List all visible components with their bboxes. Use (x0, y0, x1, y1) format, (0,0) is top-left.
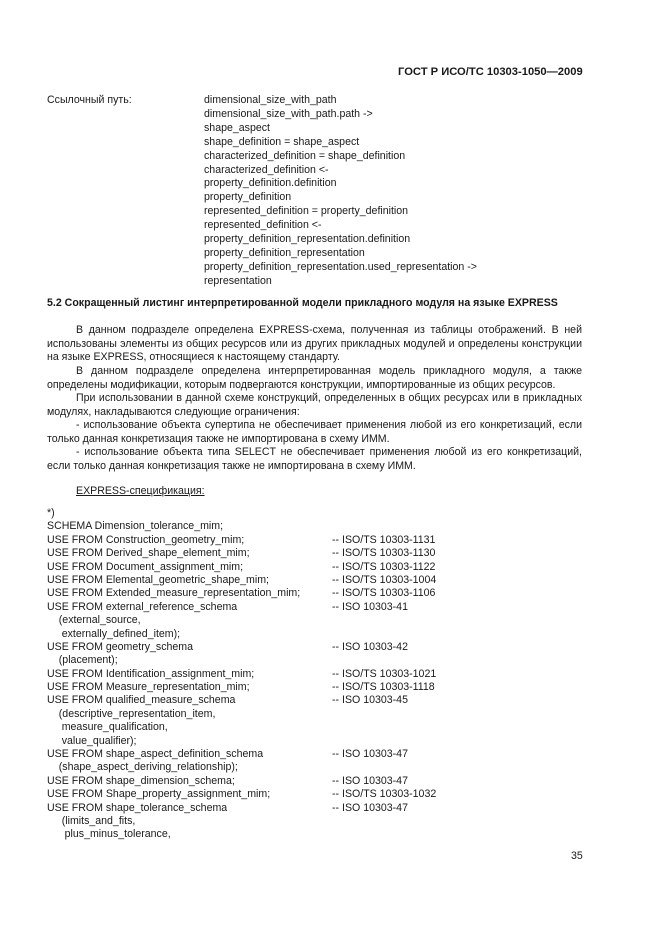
code-text: USE FROM Identification_assignment_mim; (47, 667, 255, 680)
code-line (47, 775, 587, 788)
code-text: USE FROM shape_dimension_schema; (47, 774, 235, 787)
code-comment: -- ISO/TS 10303-1032 (332, 788, 437, 801)
code-line (47, 587, 587, 600)
code-text: USE FROM external_reference_schema (47, 600, 238, 613)
reference-path-label: Ссылочный путь: (47, 94, 132, 106)
code-text: USE FROM Measure_representation_mim; (47, 681, 250, 694)
code-line (47, 654, 587, 667)
code-comment: -- ISO 10303-47 (332, 748, 408, 761)
reference-path-line: property_definition (204, 191, 292, 204)
reference-path-line: shape_definition = shape_aspect (204, 135, 360, 148)
code-text: plus_minus_tolerance, (47, 828, 171, 841)
reference-path-line: characterized_definition <- (204, 163, 329, 176)
reference-path-line: property_definition_representation (204, 246, 365, 259)
code-line (47, 668, 587, 681)
section-title: 5.2 Сокращенный листинг интерпретированной модели прикладного модуля на языке EXPRESS (47, 297, 558, 309)
code-text: USE FROM Construction_geometry_mim; (47, 533, 245, 546)
code-text: USE FROM Shape_property_assignment_mim; (47, 788, 271, 801)
code-line (47, 547, 587, 560)
paragraph-1: В данном подразделе определена EXPRESS-схема, полученная из таблицы отображений. В ней использованы элементы из общих ресурсов или из других прикладных модулей и определены конструкции на языке EXPRESS, относящиеся к настоящему стандарту. (47, 324, 582, 364)
code-text: USE FROM shape_tolerance_schema (47, 801, 228, 814)
reference-path-line: characterized_definition = shape_definition (204, 149, 406, 162)
code-text: USE FROM shape_aspect_definition_schema (47, 748, 264, 761)
express-code-block (47, 507, 587, 842)
paragraph-3: При использовании в данной схеме конструкций, определенных в общих ресурсах или в прикладных модулях, накладываются следующие ограничения: (47, 392, 582, 418)
paragraph-2: В данном подразделе определена интерпретированная модель прикладного модуля, а также определены модификации, которым подвергаются конструкции, импортированные из общих ресурсов. (47, 365, 582, 391)
code-line (47, 735, 587, 748)
page-number: 35 (571, 850, 583, 862)
code-line (47, 748, 587, 761)
code-text: (descriptive_representation_item, (47, 707, 216, 720)
code-comment: -- ISO/TS 10303-1118 (332, 681, 435, 694)
code-text: *) (47, 507, 55, 519)
restriction-item-2: - использование объекта типа SELECT не обеспечивает применения любой из его конкретизаций, если только данная конкретизация также не импортирована в схему ИММ. (47, 446, 582, 472)
code-comment: -- ISO 10303-47 (332, 774, 408, 787)
reference-path-line: dimensional_size_with_path.path -> (204, 107, 373, 120)
code-line (47, 628, 587, 641)
code-text: USE FROM Document_assignment_mim; (47, 560, 244, 573)
code-line (47, 561, 587, 574)
code-line (47, 708, 587, 721)
code-line (47, 828, 587, 841)
code-line (47, 681, 587, 694)
code-line (47, 641, 587, 654)
restriction-item-1: - использование объекта супертипа не обеспечивает применения любой из его конкретизаций, если только данная конкретизация также не импортирована в схему ИММ. (47, 419, 582, 445)
code-text: USE FROM qualified_measure_schema (47, 694, 236, 707)
code-comment: -- ISO/TS 10303-1106 (332, 587, 436, 600)
code-line (47, 802, 587, 815)
code-line (47, 574, 587, 587)
code-text: USE FROM Extended_measure_representation_mim; (47, 587, 301, 600)
code-line (47, 507, 587, 520)
express-spec-heading: EXPRESS-спецификация: (76, 485, 205, 497)
code-text: (shape_aspect_deriving_relationship); (47, 761, 238, 774)
code-line (47, 815, 587, 828)
code-line (47, 534, 587, 547)
document-header: ГОСТ Р ИСО/ТС 10303-1050—2009 (398, 66, 583, 78)
code-line (47, 614, 587, 627)
code-text: value_qualifier); (47, 734, 137, 747)
code-line (47, 761, 587, 774)
code-comment: -- ISO/TS 10303-1004 (332, 573, 437, 586)
code-line (47, 694, 587, 707)
reference-path-line: shape_aspect (204, 121, 270, 134)
code-text: USE FROM Elemental_geometric_shape_mim; (47, 573, 269, 586)
code-comment: -- ISO/TS 10303-1131 (332, 533, 436, 546)
code-text: measure_qualification, (47, 721, 168, 734)
code-text: USE FROM geometry_schema (47, 640, 194, 653)
code-text: (placement); (47, 654, 118, 667)
reference-path-line: represented_definition = property_definition (204, 205, 409, 218)
code-text: (external_source, (47, 614, 141, 627)
code-comment: -- ISO 10303-47 (332, 801, 408, 814)
code-line (47, 721, 587, 734)
code-line (47, 520, 587, 533)
code-comment: -- ISO 10303-41 (332, 600, 408, 613)
code-text: SCHEMA Dimension_tolerance_mim; (47, 520, 224, 533)
reference-path-line: represented_definition <- (204, 219, 322, 232)
reference-path-line: property_definition_representation.definition (204, 233, 411, 246)
reference-path-line: representation (204, 274, 272, 287)
code-text: (limits_and_fits, (47, 814, 136, 827)
code-comment: -- ISO 10303-42 (332, 640, 408, 653)
code-comment: -- ISO/TS 10303-1122 (332, 560, 436, 573)
code-comment: -- ISO 10303-45 (332, 694, 408, 707)
code-line (47, 788, 587, 801)
code-text: externally_defined_item); (47, 627, 181, 640)
reference-path-line: dimensional_size_with_path (204, 94, 337, 106)
code-text: USE FROM Derived_shape_element_mim; (47, 547, 250, 560)
reference-path (204, 94, 477, 289)
reference-path-line: property_definition.definition (204, 177, 337, 190)
code-comment: -- ISO/TS 10303-1130 (332, 547, 436, 560)
code-line (47, 601, 587, 614)
reference-path-line: property_definition_representation.used_representation -> (204, 260, 477, 273)
code-comment: -- ISO/TS 10303-1021 (332, 667, 437, 680)
